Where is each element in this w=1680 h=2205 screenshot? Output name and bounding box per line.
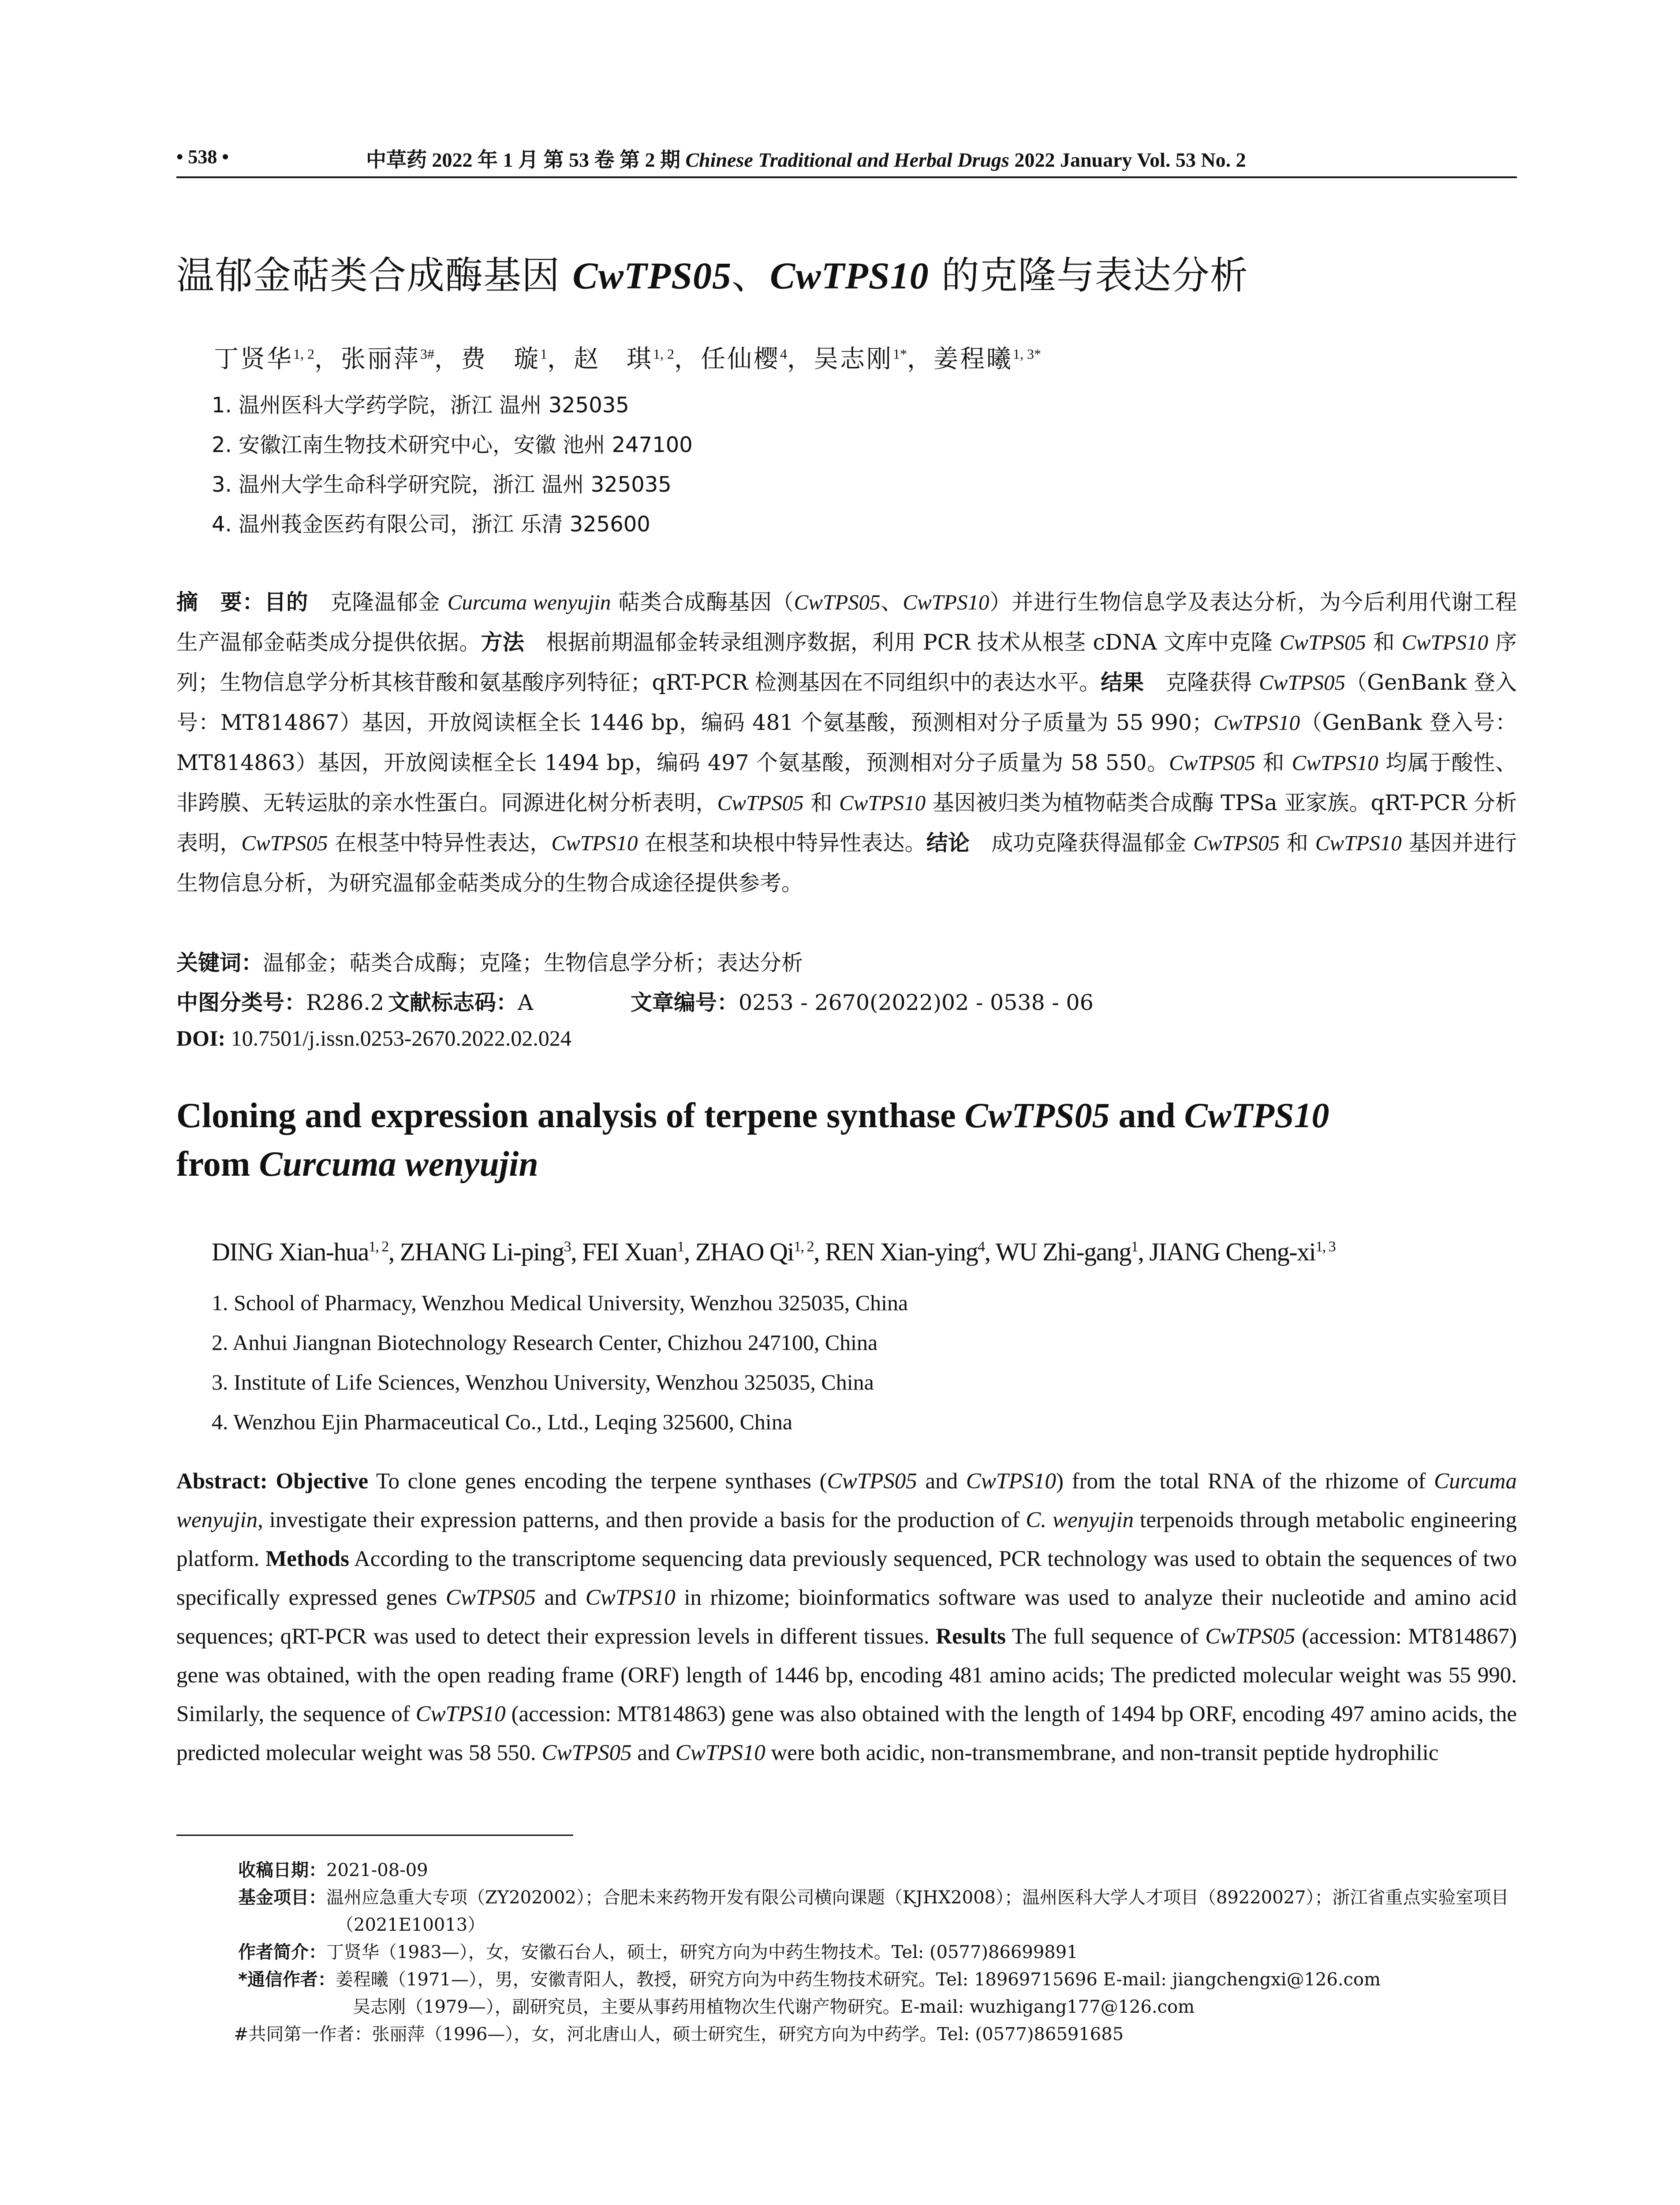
journal-en-issue: 2022 January Vol. 53 No. 2	[1014, 149, 1246, 171]
article-no: 0253 - 2670(2022)02 - 0538 - 06	[739, 990, 1094, 1015]
journal-en-name: Chinese Traditional and Herbal Drugs	[685, 149, 1009, 171]
journal-cn-name: 中草药	[366, 148, 427, 172]
results-label: 结果	[1101, 670, 1144, 695]
objective-label: 目的	[264, 590, 309, 615]
en-affiliation: 4. Wenzhou Ejin Pharmaceutical Co., Ltd., Leqing 325600, China	[212, 1409, 793, 1434]
en-author: DING Xian-hua$^{1, 2}$,	[212, 1237, 400, 1266]
en-author: JIANG Cheng-xi$^{1, 3}$	[1149, 1237, 1336, 1266]
footnotes	[234, 1857, 1517, 2048]
chinese-abstract: 摘 要：目的 克隆温郁金 Curcuma wenyujin 萜类合成酶基因（CwTPS05、CwTPS10）并进行生物信息学及表达分析，为今后利用代谢工程生产温郁金萜类成分提供依据。方法 根据前期温郁金转录组测序数据，利用 PCR 技术从根茎 cDNA 文库中克隆 CwTPS05 和 CwTPS10 序列；生物信息学分析其核苷酸和氨基酸序列特征；qRT-PCR 检测基因在不同组织中的表达水平。结果 克隆获得 CwTPS05（GenBank 登入号：MT814867）基因，开放阅读框全长 1446 bp，编码 481 个氨基酸，预测相对分子质量为 55 990；CwTPS10（GenBank 登入号：MT814863）基因，开放阅读框全长 1494 bp，编码 497 个氨基酸，预测相对分子质量为 58 550。CwTPS05 和 CwTPS10 均属于酸性、非跨膜、无转运肽的亲水性蛋白。同源进化树分析表明，CwTPS05 和 CwTPS10 基因被归类为植物萜类合成酶 TPSa 亚家族。qRT-PCR 分析表明，CwTPS05 在根茎中特异性表达，CwTPS10 在根茎和块根中特异性表达。结论 成功克隆获得温郁金 CwTPS05 和 CwTPS10 基因并进行生物信息分析，为研究温郁金萜类成分的生物合成途径提供参考。	[176, 590, 1517, 896]
journal-citation	[366, 144, 1246, 173]
footnote-fund: 基金项目：温州应急重大专项（ZY202002）；合肥未来药物开发有限公司横向课题（KJHX2008）；温州医科大学人才项目（89220027）；浙江省重点实验室项目（2021E10013）	[238, 1887, 1509, 1935]
footnote-received: 收稿日期：2021-08-09	[238, 1860, 428, 1880]
page-number: • 538 •	[176, 146, 229, 168]
journal-cn-issue: 2022 年 1 月 第 53 卷 第 2 期	[432, 149, 680, 171]
cn-author: 姜程曦$^{1, 3*}$	[933, 345, 1041, 374]
english-abstract: Abstract: Objective To clone genes encoding the terpene synthases (CwTPS05 and CwTPS10) from the total RNA of the rhizome of Curcuma wenyujin, investigate their expression patterns, and then provide a basis for the production of C. wenyujin terpenoids through metabolic engineering platform. Methods According to the transcriptome sequencing data previously sequenced, PCR technology was used to obtain the sequences of two specifically expressed genes CwTPS05 and CwTPS10 in rhizome; bioinformatics software was used to analyze their nucleotide and amino acid sequences; qRT-PCR was used to detect their expression levels in different tissues. Results The full sequence of CwTPS05 (accession: MT814867) gene was obtained, with the open reading frame (ORF) length of 1446 bp, encoding 481 amino acids; The predicted molecular weight was 55 990. Similarly, the sequence of CwTPS10 (accession: MT814863) gene was also obtained with the length of 1494 bp ORF, encoding 497 amino acids, the predicted molecular weight was 58 550. CwTPS05 and CwTPS10 were both acidic, non-transmembrane, and non-transit peptide hydrophilic	[176, 1469, 1517, 1765]
footnote-cofirst: #共同第一作者：张丽萍（1996—），女，河北唐山人，硕士研究生，研究方向为中药学。Tel: (0577)86591685	[234, 2024, 1124, 2044]
en-author: ZHAO Qi$^{1, 2}$,	[695, 1237, 825, 1266]
keywords-label: 关键词：	[176, 950, 263, 975]
en-author: REN Xian-ying$^4$,	[825, 1237, 996, 1266]
article-no-label: 文章编号：	[631, 990, 739, 1015]
cn-affiliation: 1. 温州医科大学药学院，浙江 温州 325035	[212, 393, 629, 418]
en-author: WU Zhi-gang$^1$,	[995, 1237, 1150, 1266]
en-methods-label: Methods	[259, 1547, 349, 1571]
clc-code: R286.2	[306, 990, 385, 1015]
doi-label: DOI:	[176, 1026, 226, 1050]
english-authors	[212, 1237, 1335, 1267]
methods-label: 方法	[481, 630, 525, 655]
cn-author: 任仙樱$^4$，	[701, 345, 814, 374]
keywords-line	[176, 946, 803, 977]
chinese-title	[176, 245, 1248, 299]
clc-label: 中图分类号：	[176, 990, 306, 1015]
cn-author: 吴志刚$^{1*}$，	[814, 345, 933, 374]
cn-affiliation: 3. 温州大学生命科学研究院，浙江 温州 325035	[212, 472, 672, 497]
footnote-author: 作者简介：丁贤华（1983—），女，安徽石台人，硕士，研究方向为中药生物技术。Tel: (0577)86699891	[238, 1942, 1078, 1962]
cn-affiliation: 4. 温州莪金医药有限公司，浙江 乐清 325600	[212, 512, 650, 537]
en-affiliation: 2. Anhui Jiangnan Biotechnology Research Center, Chizhou 247100, China	[212, 1330, 878, 1355]
en-affiliation: 1. School of Pharmacy, Wenzhou Medical University, Wenzhou 325035, China	[212, 1290, 908, 1315]
en-abstract-label: Abstract: Objective	[176, 1469, 369, 1494]
footnote-corresponding: *通信作者：姜程曦（1971—），男，安徽青阳人，教授，研究方向为中药生物技术研究。Tel: 18969715696 E-mail: jiangchengxi@126.com	[238, 1970, 1381, 1990]
cn-affiliation: 2. 安徽江南生物技术研究中心，安徽 池州 247100	[212, 433, 693, 457]
doi-line	[176, 1025, 571, 1051]
chinese-authors	[214, 340, 1041, 375]
header-rule	[176, 176, 1517, 178]
abstract-label: 摘 要：	[176, 590, 265, 615]
cn-author: 赵 琪$^{1, 2}$，	[574, 345, 701, 374]
cn-title-sep: 、	[731, 254, 770, 298]
footnote-corresponding-2: 吴志刚（1979—），副研究员，主要从事药用植物次生代谢产物研究。E-mail: wuzhigang177@126.com	[353, 1997, 1195, 2017]
en-results-label: Results	[929, 1624, 1006, 1649]
cn-title-text: 温郁金萜类合成酶基因	[176, 254, 573, 298]
footnote-rule	[176, 1835, 573, 1836]
cn-title-gene-2: CwTPS10	[769, 254, 929, 297]
cn-author: 丁贤华$^{1, 2}$，	[214, 345, 341, 374]
conclusion-label: 结论	[926, 830, 970, 856]
classification-line	[176, 986, 1094, 1017]
english-title: Cloning and expression analysis of terpene synthase CwTPS05 and CwTPS10 from Curcuma wenyujin	[176, 1096, 1329, 1184]
en-author: ZHANG Li-ping$^3$,	[399, 1237, 582, 1266]
doc-code-label: 文献标志码：	[388, 990, 518, 1015]
en-affiliation: 3. Institute of Life Sciences, Wenzhou University, Wenzhou 325035, China	[212, 1370, 874, 1394]
en-author: FEI Xuan$^1$,	[582, 1237, 695, 1266]
keywords: 温郁金；萜类合成酶；克隆；生物信息学分析；表达分析	[263, 950, 803, 975]
cn-title-gene-1: CwTPS05	[572, 254, 732, 297]
doi-link[interactable]: 10.7501/j.issn.0253-2670.2022.02.024	[225, 1026, 571, 1050]
doc-code: A	[518, 990, 534, 1015]
running-header	[176, 140, 1517, 180]
cn-author: 费 璇$^1$，	[461, 345, 574, 374]
cn-author: 张丽萍$^{3\#}$，	[341, 345, 461, 374]
cn-title-tail: 的克隆与表达分析	[929, 254, 1248, 298]
